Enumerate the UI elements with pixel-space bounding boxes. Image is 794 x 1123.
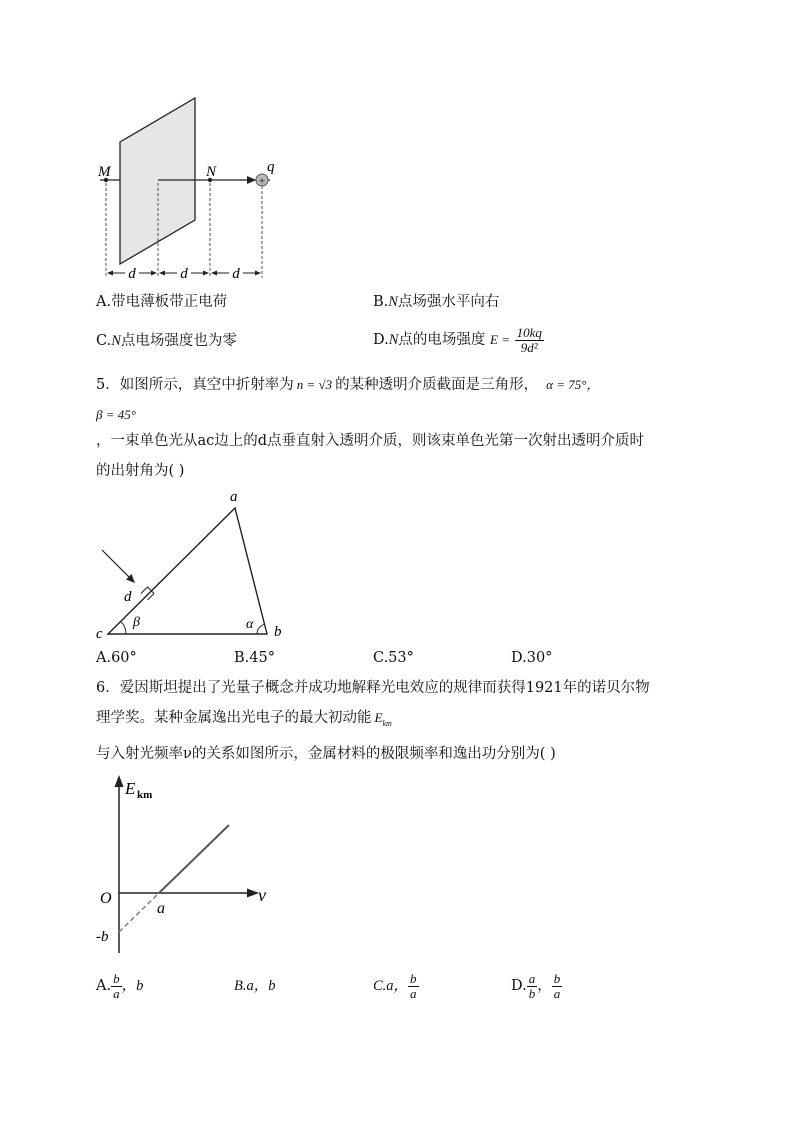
q4-option-d-num: 10kq [516, 324, 542, 340]
q6-option-c [373, 968, 419, 1004]
q5-line-1 [96, 375, 599, 395]
q6-line-2-a: 理学奖。某种金属逸出光电子的最大初动能 [96, 710, 372, 726]
q6-line-1: 6．爱因斯坦提出了光量子概念并成功地解释光电效应的规律而获得1921年的诺贝尔物 [96, 680, 650, 696]
vertex-a-label: a [230, 489, 238, 505]
y-axis-arrowhead [115, 775, 124, 787]
q6-option-b: B.a，b [234, 978, 276, 994]
dim-head-2b [203, 271, 209, 276]
angle-beta-arc [121, 621, 126, 634]
dim-label-d2: d [180, 266, 188, 282]
q5-option-c: C.53° [373, 650, 414, 666]
q6-option-c-den: a [410, 985, 417, 1001]
q5-triangle-figure [90, 485, 300, 645]
angle-alpha-label: α [246, 617, 254, 632]
angle-alpha-arc [257, 624, 265, 634]
q4-option-d-fraction [515, 326, 544, 355]
q4-option-d [373, 322, 544, 358]
q6-option-d-den-2: a [553, 985, 561, 1001]
q4-option-b-rest: 点场强水平向右 [397, 294, 500, 310]
dim-head-1a [107, 271, 113, 276]
q5-alpha-expr: α = 75°， [546, 377, 600, 392]
vertex-c-label: c [96, 626, 103, 642]
q4-option-c-prefix: C. [96, 333, 112, 349]
q6-option-d-fraction-2 [552, 972, 563, 1001]
q4-option-b [373, 292, 499, 312]
dim-head-3a [211, 271, 217, 276]
q6-option-d-fraction-1 [527, 972, 538, 1001]
q6-option-a [96, 968, 143, 1004]
vertex-b-label: b [274, 624, 282, 640]
q6-option-c-num: b [410, 970, 417, 986]
q5-line-1-a: 5．如图所示，真空中折射率为 [96, 377, 294, 393]
q6-option-d-num-1: a [528, 970, 536, 986]
dim-head-1b [151, 271, 157, 276]
q6-option-a-rest: ，b [121, 978, 144, 994]
q4-option-d-var: N [388, 332, 399, 348]
q6-option-d-prefix: D. [511, 978, 527, 994]
q5-line-1-b: 的某种透明介质截面是三角形， [335, 377, 539, 393]
q4-option-c [96, 331, 237, 351]
right-angle-mark [141, 587, 154, 600]
q5-option-a: A.60° [96, 650, 137, 666]
charge-plus-sign: + [258, 173, 266, 188]
q6-ekm-sub: km [382, 718, 392, 728]
dim-head-3b [255, 271, 261, 276]
q6-ekm-symbol: E [374, 710, 383, 725]
q4-option-c-var: N [111, 333, 121, 349]
origin-label: O [100, 890, 112, 907]
intercept-a-label: a [157, 900, 165, 917]
q6-option-d-den-1: b [528, 985, 536, 1001]
q6-option-a-num: b [113, 970, 120, 986]
q5-beta-expr: β = 45° [96, 407, 136, 422]
q5-n-expr: n = √3 [296, 377, 333, 392]
q4-option-d-den: 9d² [520, 339, 538, 355]
q5-option-b: B.45° [234, 650, 275, 666]
label-m: M [98, 164, 111, 180]
q6-option-d [511, 968, 562, 1004]
label-q: q [267, 159, 275, 175]
q6-line-3: 与入射光频率ν的关系如图所示，金属材料的极限频率和逸出功分别为( ) [96, 746, 556, 762]
dim-head-2a [159, 271, 165, 276]
y-axis-label-sub: km [137, 789, 153, 801]
incident-ray [102, 550, 133, 581]
q6-option-c-fraction [408, 972, 419, 1001]
x-axis-label: ν [258, 885, 266, 905]
label-n: N [206, 164, 217, 180]
axis-arrowhead [247, 176, 256, 184]
q4-option-b-var: N [388, 294, 398, 310]
ekm-line-solid [159, 825, 229, 893]
q4-option-c-rest: 点电场强度也为零 [120, 333, 237, 349]
q6-option-d-sep: ， [537, 978, 552, 994]
q5-line-2: ，一束单色光从ac边上的d点垂直射入透明介质，则该束单色光第一次射出透明介质时 [96, 433, 645, 449]
q4-option-a: A.带电薄板带正电荷 [96, 294, 228, 310]
point-d-label: d [124, 589, 132, 605]
q6-option-a-den: a [113, 985, 120, 1001]
charged-plate [120, 98, 195, 264]
q6-option-a-prefix: A. [96, 978, 112, 994]
q4-option-d-rest: 点的电场强度 [398, 332, 486, 348]
q4-option-d-prefix: D. [373, 332, 389, 348]
q6-ekm-graph [90, 770, 290, 960]
dim-label-d3: d [232, 266, 240, 282]
angle-beta-label: β [133, 615, 140, 630]
y-axis-label: E [125, 779, 136, 798]
dim-label-d1: d [128, 266, 136, 282]
intercept-neg-b-label: -b [96, 929, 109, 945]
q6-option-a-fraction [111, 972, 122, 1001]
q4-plate-figure [90, 92, 290, 284]
triangle-abc [108, 508, 267, 634]
ekm-line-dashed [119, 893, 159, 932]
q6-option-c-prefix: C.a， [373, 978, 409, 994]
q4-option-d-lhs: E = [490, 332, 510, 347]
q4-option-b-prefix: B. [373, 294, 389, 310]
q6-line-2 [96, 708, 392, 734]
q6-option-d-num-2: b [553, 970, 561, 986]
q5-line-3: 的出射角为( ) [96, 463, 185, 479]
q5-option-d: D.30° [511, 650, 553, 666]
